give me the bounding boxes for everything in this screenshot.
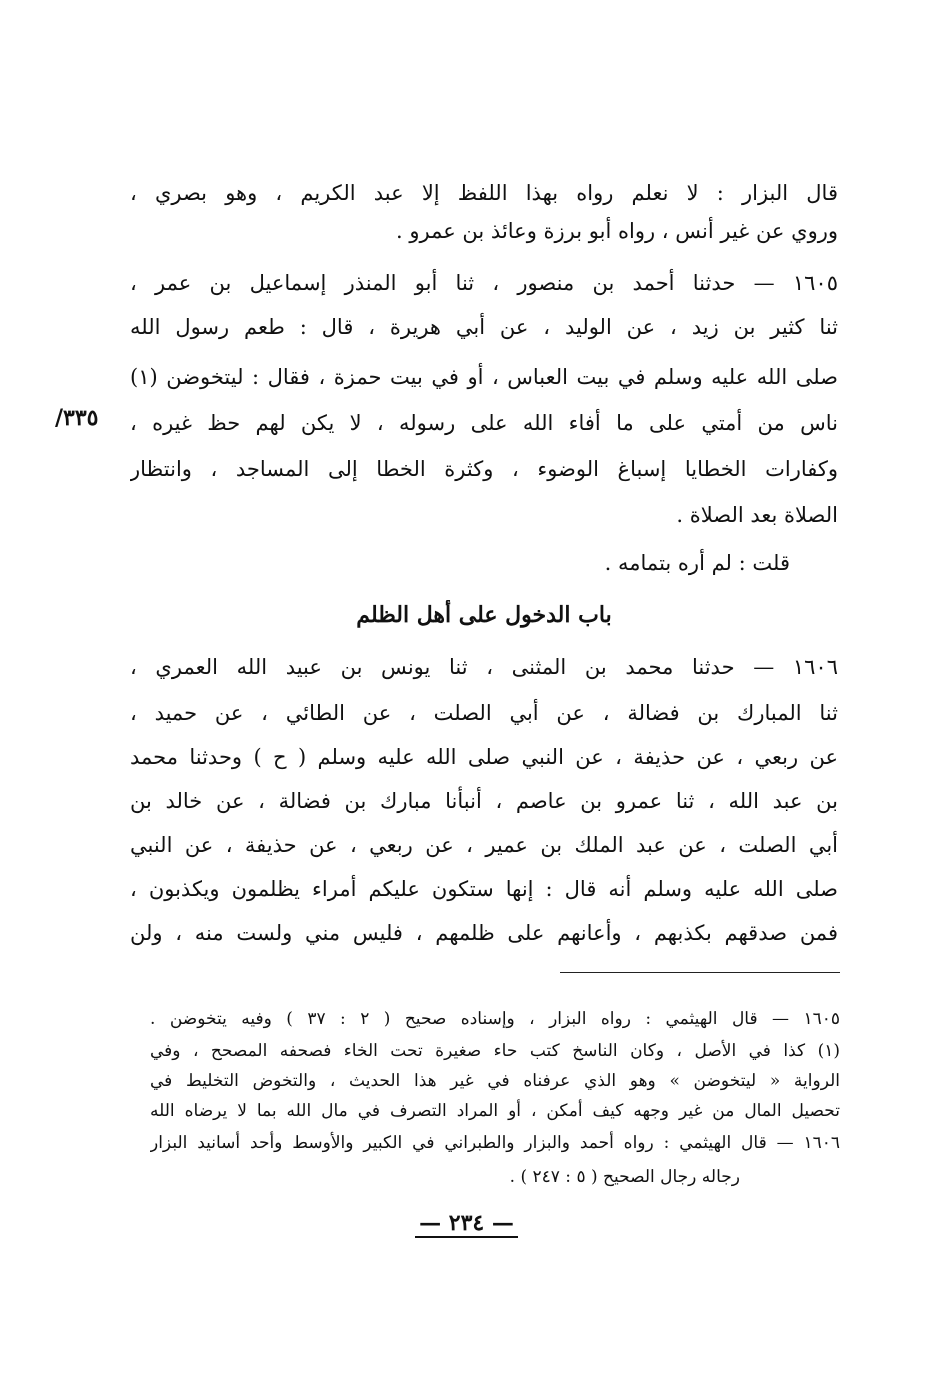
page-number	[0, 1210, 933, 1236]
hadith-1605-line-5: وكفارات الخطايا إسباغ الوضوء ، وكثرة الخطا إلى المساجد ، وانتظار	[130, 457, 838, 481]
footnote-1606-line-1: ١٦٠٦ — قال الهيثمي : رواه أحمد والبزار والطبراني في الكبير والأوسط وأحد أسانيد البزار	[150, 1133, 840, 1153]
footnote-1-line-1: (١) كذا في الأصل ، وكان الناسخ كتب حاء صغيرة تحت الخاء فصحفه المصحح ، وفي	[150, 1041, 840, 1061]
footnote-1-line-2: الرواية « ليتخوضن » وهو الذي عرفناه في غير هذا الحديث ، والتخوض التخليط في	[150, 1071, 840, 1091]
hadith-1606-line-7: فمن صدقهم بكذبهم ، وأعانهم على ظلمهم ، فليس مني ولست منه ، ولن	[130, 921, 838, 945]
footnote-separator	[560, 972, 840, 973]
text-line-2: وروي عن غير أنس ، رواه أبو برزة وعائذ بن عمرو .	[395, 219, 838, 243]
text-line-1: قال البزار : لا نعلم رواه بهذا اللفظ إلا عبد الكريم ، وهو بصري ،	[130, 181, 838, 205]
hadith-1605-line-3: صلى الله عليه وسلم في بيت العباس ، أو في بيت حمزة ، فقال : ليتخوضن (١)	[130, 365, 838, 389]
hadith-1606-line-6: صلى الله عليه وسلم أنه قال : إنها ستكون عليكم أمراء يظلمون ويكذبون ،	[130, 877, 838, 901]
chapter-heading: باب الدخول على أهل الظلم	[356, 602, 612, 628]
hadith-1606-line-2: ثنا المبارك بن فضالة ، عن أبي الصلت ، عن الطائي ، عن حميد ،	[130, 701, 838, 725]
hadith-1606-line-5: أبي الصلت ، عن عبد الملك بن عمير ، عن ربعي ، عن حذيفة ، عن النبي	[130, 833, 838, 857]
footnote-1605: ١٦٠٥ — قال الهيثمي : رواه البزار ، وإسناده صحيح ( ٢ : ٣٧ ) وفيه يتخوضن .	[150, 1009, 840, 1029]
footnote-1606-line-2: رجاله رجال الصحيح ( ٥ : ٢٤٧ ) .	[509, 1167, 740, 1187]
hadith-1606-line-3: عن ربعي ، عن حذيفة ، عن النبي صلى الله عليه وسلم ( ح ) وحدثنا محمد	[130, 745, 838, 769]
hadith-1605-line-6: الصلاة بعد الصلاة .	[676, 503, 838, 527]
hadith-1605-line-4: ناس من أمتي على ما أفاء الله على رسوله ، لا يكن لهم حظ غيره ،	[130, 411, 838, 435]
hadith-1605-line-2: ثنا كثير بن زيد ، عن الوليد ، عن أبي هريرة ، قال : طعم رسول الله	[130, 315, 838, 339]
footnote-1-line-3: تحصيل المال من غير وجهه كيف أمكن ، أو المراد التصرف في مال الله بما لا يرضاه الله	[150, 1101, 840, 1121]
page-number-text: — ٢٣٤ —	[415, 1210, 518, 1238]
hadith-1605-line-1: ١٦٠٥ — حدثنا أحمد بن منصور ، ثنا أبو المنذر إسماعيل بن عمر ،	[130, 271, 838, 295]
note-line: قلت : لم أره بتمامه .	[604, 551, 790, 575]
hadith-1606-line-4: بن عبد الله ، ثنا عمرو بن عاصم ، أنبأنا مبارك بن فضالة ، عن خالد بن	[130, 789, 838, 813]
margin-page-marker: ٣٣٥/	[55, 405, 99, 431]
hadith-1606-line-1: ١٦٠٦ — حدثنا محمد بن المثنى ، ثنا يونس بن عبيد الله العمري ،	[130, 655, 838, 679]
